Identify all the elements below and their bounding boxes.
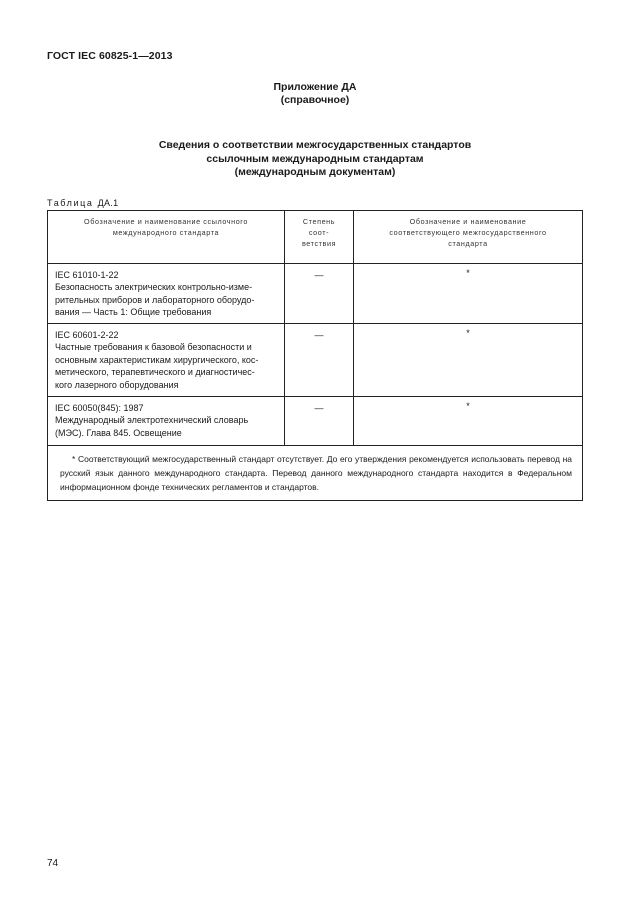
table-row	[48, 324, 583, 397]
degree-cell: —	[285, 264, 354, 324]
table-footnote-row	[48, 446, 583, 501]
section-title-line: Сведения о соответствии межгосударственных стандартов	[158, 139, 472, 151]
header-text: ветствия	[301, 239, 337, 248]
cell-line: кого лазерного оборудования	[55, 379, 179, 390]
annex-heading	[0, 81, 630, 107]
section-title-line: (международным документам)	[234, 166, 396, 178]
section-title	[0, 139, 630, 180]
correspondence-table	[47, 210, 583, 501]
cell-line: (МЭС). Глава 845. Освещение	[55, 427, 182, 438]
table-header-row	[48, 211, 583, 264]
cell-line: Частные требования к базовой безопасности и	[55, 342, 252, 353]
header-text: стандарта	[448, 239, 488, 248]
referenced-standard-cell	[48, 324, 285, 397]
cell-line: метического, терапевтического и диагностичес-	[55, 367, 255, 378]
table-caption-label: Таблица	[47, 198, 94, 208]
header-degree	[285, 211, 354, 264]
header-text: Обозначение и наименование ссылочного	[84, 217, 248, 226]
cell-line: рительных приборов и лабораторного оборудо-	[55, 294, 255, 305]
cell-line: вания — Часть 1: Общие требования	[55, 307, 212, 318]
national-standard-cell: *	[354, 397, 583, 446]
header-text: соот-	[308, 228, 330, 237]
page-number: 74	[47, 858, 59, 869]
table-footnote: * Соответствующий межгосударственный стандарт отсутствует. До его утверждения рекомендуется использовать перевод на русский язык данного международного стандарта. Перевод данного международного стандарта находится в Федеральном информационном фонде технических регламентов и стандартов.	[48, 446, 583, 501]
annex-title: Приложение ДА	[273, 81, 357, 93]
header-text: международного стандарта	[112, 228, 220, 237]
cell-line: основным характеристикам хирургического, кос-	[55, 354, 259, 365]
header-text: Обозначение и наименование	[409, 217, 527, 226]
cell-line: Безопасность электрических контрольно-изме-	[55, 282, 253, 293]
header-text: Степень	[302, 217, 336, 226]
annex-subtitle: (справочное)	[280, 94, 350, 106]
section-title-line: ссылочным международным стандартам	[206, 152, 424, 165]
national-standard-cell: *	[354, 324, 583, 397]
header-referenced-standard	[48, 211, 285, 264]
cell-line: IEC 61010-1-22	[55, 270, 119, 280]
table-row	[48, 264, 583, 324]
document-code: ГОСТ IEC 60825-1—2013	[47, 50, 173, 62]
header-text: соответствующего межгосударственного	[389, 228, 547, 237]
referenced-standard-cell	[48, 264, 285, 324]
cell-line: Международный электротехнический словарь	[55, 415, 249, 426]
referenced-standard-cell	[48, 397, 285, 446]
cell-line: IEC 60601-2-22	[55, 330, 119, 340]
header-national-standard	[354, 211, 583, 264]
degree-cell: —	[285, 397, 354, 446]
cell-line: IEC 60050(845): 1987	[55, 403, 144, 413]
table-caption-number: ДА.1	[97, 198, 119, 208]
degree-cell: —	[285, 324, 354, 397]
table-caption	[47, 198, 118, 208]
table-row	[48, 397, 583, 446]
national-standard-cell: *	[354, 264, 583, 324]
